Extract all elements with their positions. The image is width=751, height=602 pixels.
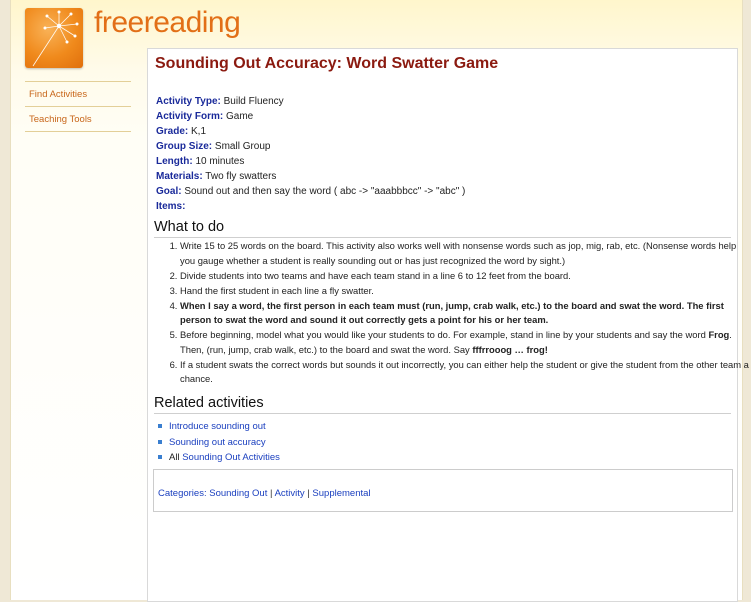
section-divider bbox=[154, 413, 731, 414]
dandelion-logo-icon[interactable] bbox=[25, 8, 83, 68]
brand-reading: reading bbox=[143, 6, 241, 39]
steps-list bbox=[157, 239, 751, 387]
related-list bbox=[154, 419, 280, 466]
list-item bbox=[169, 419, 280, 435]
meta-items: Items: bbox=[156, 201, 186, 212]
step-item: 5. Before beginning, model what you would like your students to do. For example, stand in line by your students and say the word Frog. Then, (run, jump, crab walk, etc.) to the board and swat the word. Say fffrrooog … frog! bbox=[180, 328, 751, 357]
related-link-sounding-out-accuracy[interactable]: Sounding out accuracy bbox=[169, 436, 266, 448]
category-link-activity[interactable]: Activity bbox=[274, 488, 305, 499]
category-separator: | bbox=[307, 488, 310, 499]
meta-activity-type: Activity Type: Build Fluency bbox=[156, 96, 284, 107]
meta-group-size: Group Size: Small Group bbox=[156, 141, 271, 152]
categories-row bbox=[158, 488, 371, 499]
page-title: Sounding Out Accuracy: Word Swatter Game bbox=[155, 55, 499, 72]
related-link-introduce-sounding-out[interactable]: Introduce sounding out bbox=[169, 421, 266, 432]
sidebar bbox=[25, 81, 131, 132]
step-item: 4. When I say a word, the first person in each team must (run, jump, crab walk, etc.) to the board and swat the word. The first person to swat the word and sound it out correctly gets a point for his or her team. bbox=[180, 299, 751, 328]
related-activities-heading: Related activities bbox=[154, 395, 264, 411]
step-item: 1. Write 15 to 25 words on the board. This activity also works well with nonsense words such as jop, mig, rab, etc. (Nonsense words help you gauge whether a student is really sounding out or has just recognized the word by sight.) bbox=[180, 239, 751, 268]
category-separator: | bbox=[269, 488, 273, 499]
categories-label: Categories: bbox=[158, 488, 207, 499]
step-item: 2. Divide students into two teams and have each team stand in a line 6 to 12 feet from the board. bbox=[180, 269, 751, 284]
activity-meta bbox=[156, 94, 465, 214]
related-link-all-sounding-out[interactable]: Sounding Out Activities bbox=[182, 452, 280, 463]
brand-logo[interactable] bbox=[94, 6, 240, 40]
meta-activity-form: Activity Form: Game bbox=[156, 111, 254, 122]
meta-materials: Materials: Two fly swatters bbox=[156, 171, 277, 182]
list-item bbox=[169, 435, 280, 451]
section-divider bbox=[154, 237, 731, 238]
category-link-supplemental[interactable]: Supplemental bbox=[312, 488, 371, 499]
categories-box bbox=[153, 469, 733, 512]
meta-grade: Grade: K,1 bbox=[156, 126, 207, 137]
main-content bbox=[147, 48, 749, 602]
what-to-do-heading: What to do bbox=[154, 219, 225, 235]
meta-goal: Goal: Sound out and then say the word ( abc -> "aaabbbcc" -> "abc" ) bbox=[156, 186, 466, 197]
brand-free: free bbox=[94, 6, 144, 39]
list-item: All Sounding Out Activities bbox=[169, 450, 280, 466]
step-item: 6. If a student swats the correct words but sounds it out incorrectly, you can either help the student or give the student from the other team a chance. bbox=[180, 358, 751, 387]
category-link-sounding-out[interactable]: Sounding Out bbox=[209, 488, 268, 499]
step-item: 3. Hand the first student in each line a fly swatter. bbox=[180, 284, 751, 299]
sidebar-item-find-activities[interactable]: Find Activities bbox=[25, 81, 131, 106]
page bbox=[10, 0, 749, 600]
meta-length: Length: 10 minutes bbox=[156, 156, 245, 167]
sidebar-item-teaching-tools[interactable]: Teaching Tools bbox=[25, 106, 131, 132]
